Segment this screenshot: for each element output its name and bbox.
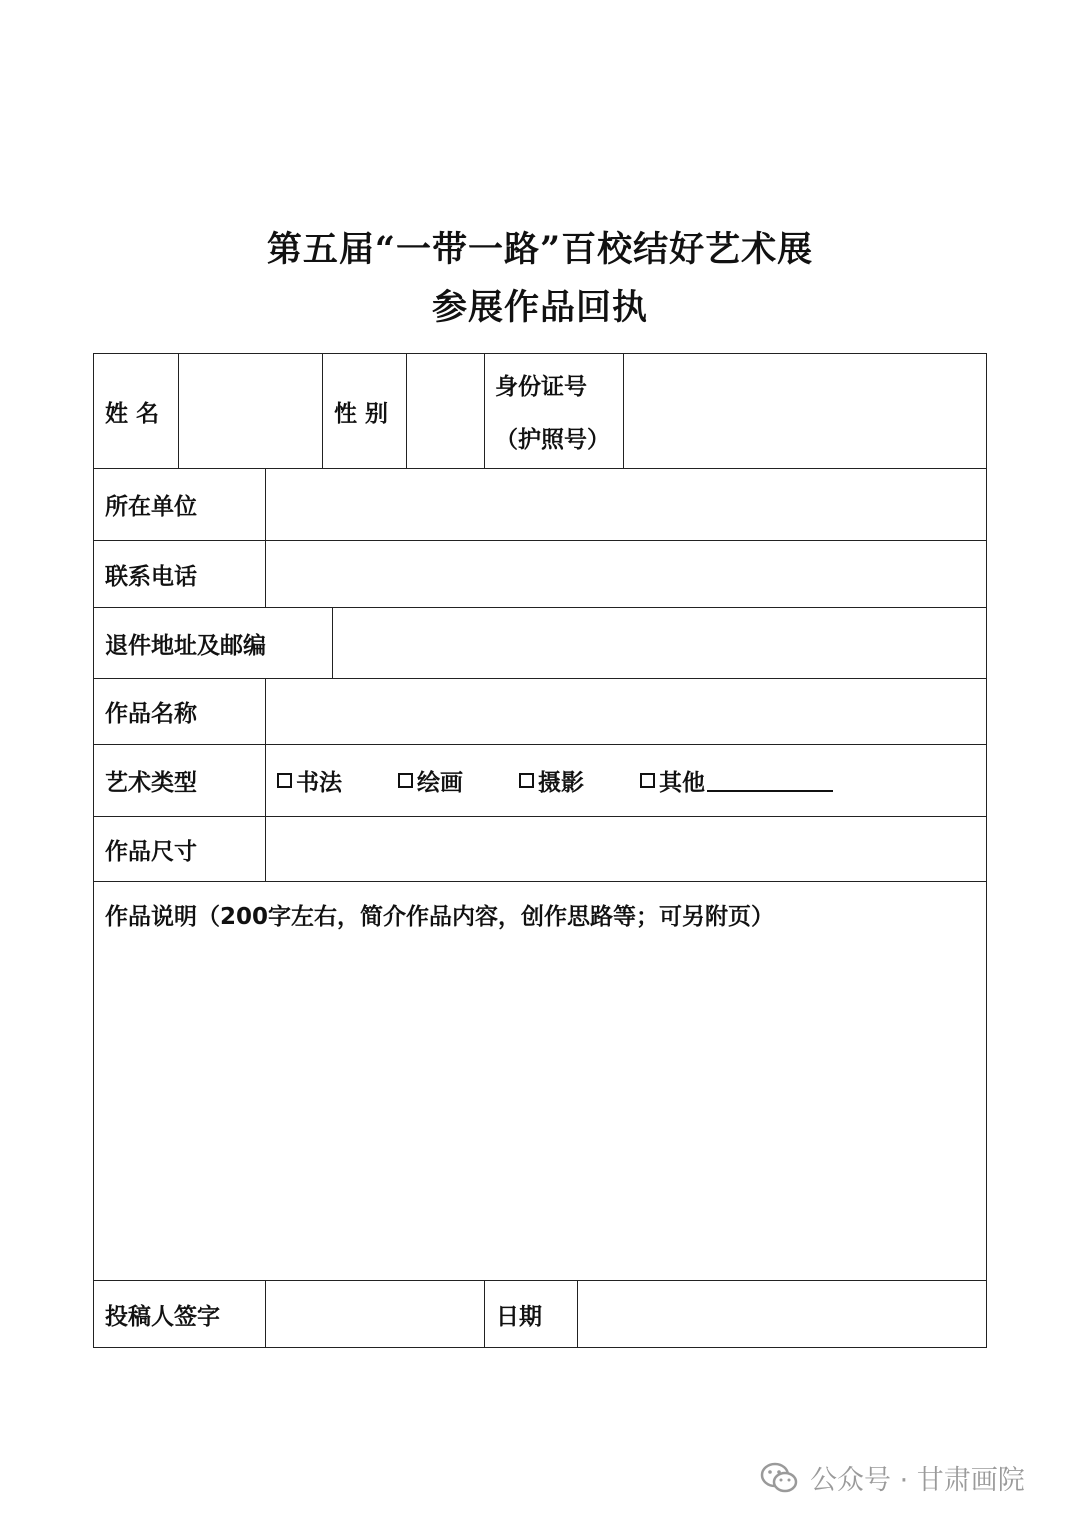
work-title-label [93,678,266,745]
row-work-title [93,678,987,745]
work-title-label-text: 作品名称 [105,701,197,727]
art-type-painting[interactable] [398,764,463,797]
work-size-label-text: 作品尺寸 [105,838,197,865]
watermark-text: 公众号 · 甘肃画院 [810,1465,1025,1496]
id-label-line1: 身份证号 [495,374,587,400]
painting-checkbox[interactable] [398,773,413,788]
row-art-type [93,744,987,817]
signature-field[interactable] [265,1280,485,1348]
gender-label [322,353,407,469]
form-subtitle: 参展作品回执 [431,287,648,328]
other-blank-line[interactable] [707,770,833,792]
return-address-field[interactable] [332,607,987,679]
phone-label-text: 联系电话 [105,563,197,590]
unit-label-text: 所在单位 [105,494,197,520]
name-field[interactable] [178,353,323,469]
gender-field[interactable] [406,353,485,469]
photography-label: 摄影 [538,770,584,796]
art-type-options [265,744,987,817]
other-label: 其他 [659,770,705,796]
other-checkbox[interactable] [640,773,655,788]
painting-label: 绘画 [417,770,463,796]
work-size-field[interactable] [265,816,987,882]
gender-label-text: 性 别 [334,400,389,427]
work-size-label [93,816,266,882]
row-personal [93,353,987,469]
art-type-label [93,744,266,817]
signature-label-text: 投稿人签字 [105,1303,220,1330]
name-label-text: 姓 名 [105,400,160,427]
row-work-size [93,816,987,882]
watermark [760,1458,1025,1497]
form-title: 第五届“一带一路”百校结好艺术展 [266,229,814,270]
description-label: 作品说明（200字左右，简介作品内容，创作思路等；可另附页） [105,904,775,930]
unit-label [93,468,266,541]
art-type-label-text: 艺术类型 [105,770,197,796]
art-type-photography[interactable] [519,764,584,797]
id-label-line2: （护照号） [495,427,610,453]
art-type-other[interactable] [640,764,833,797]
description-field[interactable] [93,881,987,1281]
return-address-label-text: 退件地址及邮编 [105,632,266,659]
id-field[interactable] [623,353,987,469]
photography-checkbox[interactable] [519,773,534,788]
calligraphy-label: 书法 [296,770,342,796]
row-signature [93,1280,987,1348]
date-label-text: 日期 [496,1303,542,1330]
date-field[interactable] [577,1280,987,1348]
wechat-icon [760,1461,798,1495]
row-phone [93,540,987,608]
phone-label [93,540,266,608]
unit-field[interactable] [265,468,987,541]
phone-field[interactable] [265,540,987,608]
return-address-label [93,607,333,679]
row-return-address [93,607,987,679]
row-description [93,881,987,1281]
calligraphy-checkbox[interactable] [277,773,292,788]
id-label [484,353,624,469]
art-type-calligraphy[interactable] [277,764,342,797]
work-title-field[interactable] [265,678,987,745]
name-label [93,353,179,469]
signature-label [93,1280,266,1348]
date-label [484,1280,578,1348]
row-unit [93,468,987,541]
